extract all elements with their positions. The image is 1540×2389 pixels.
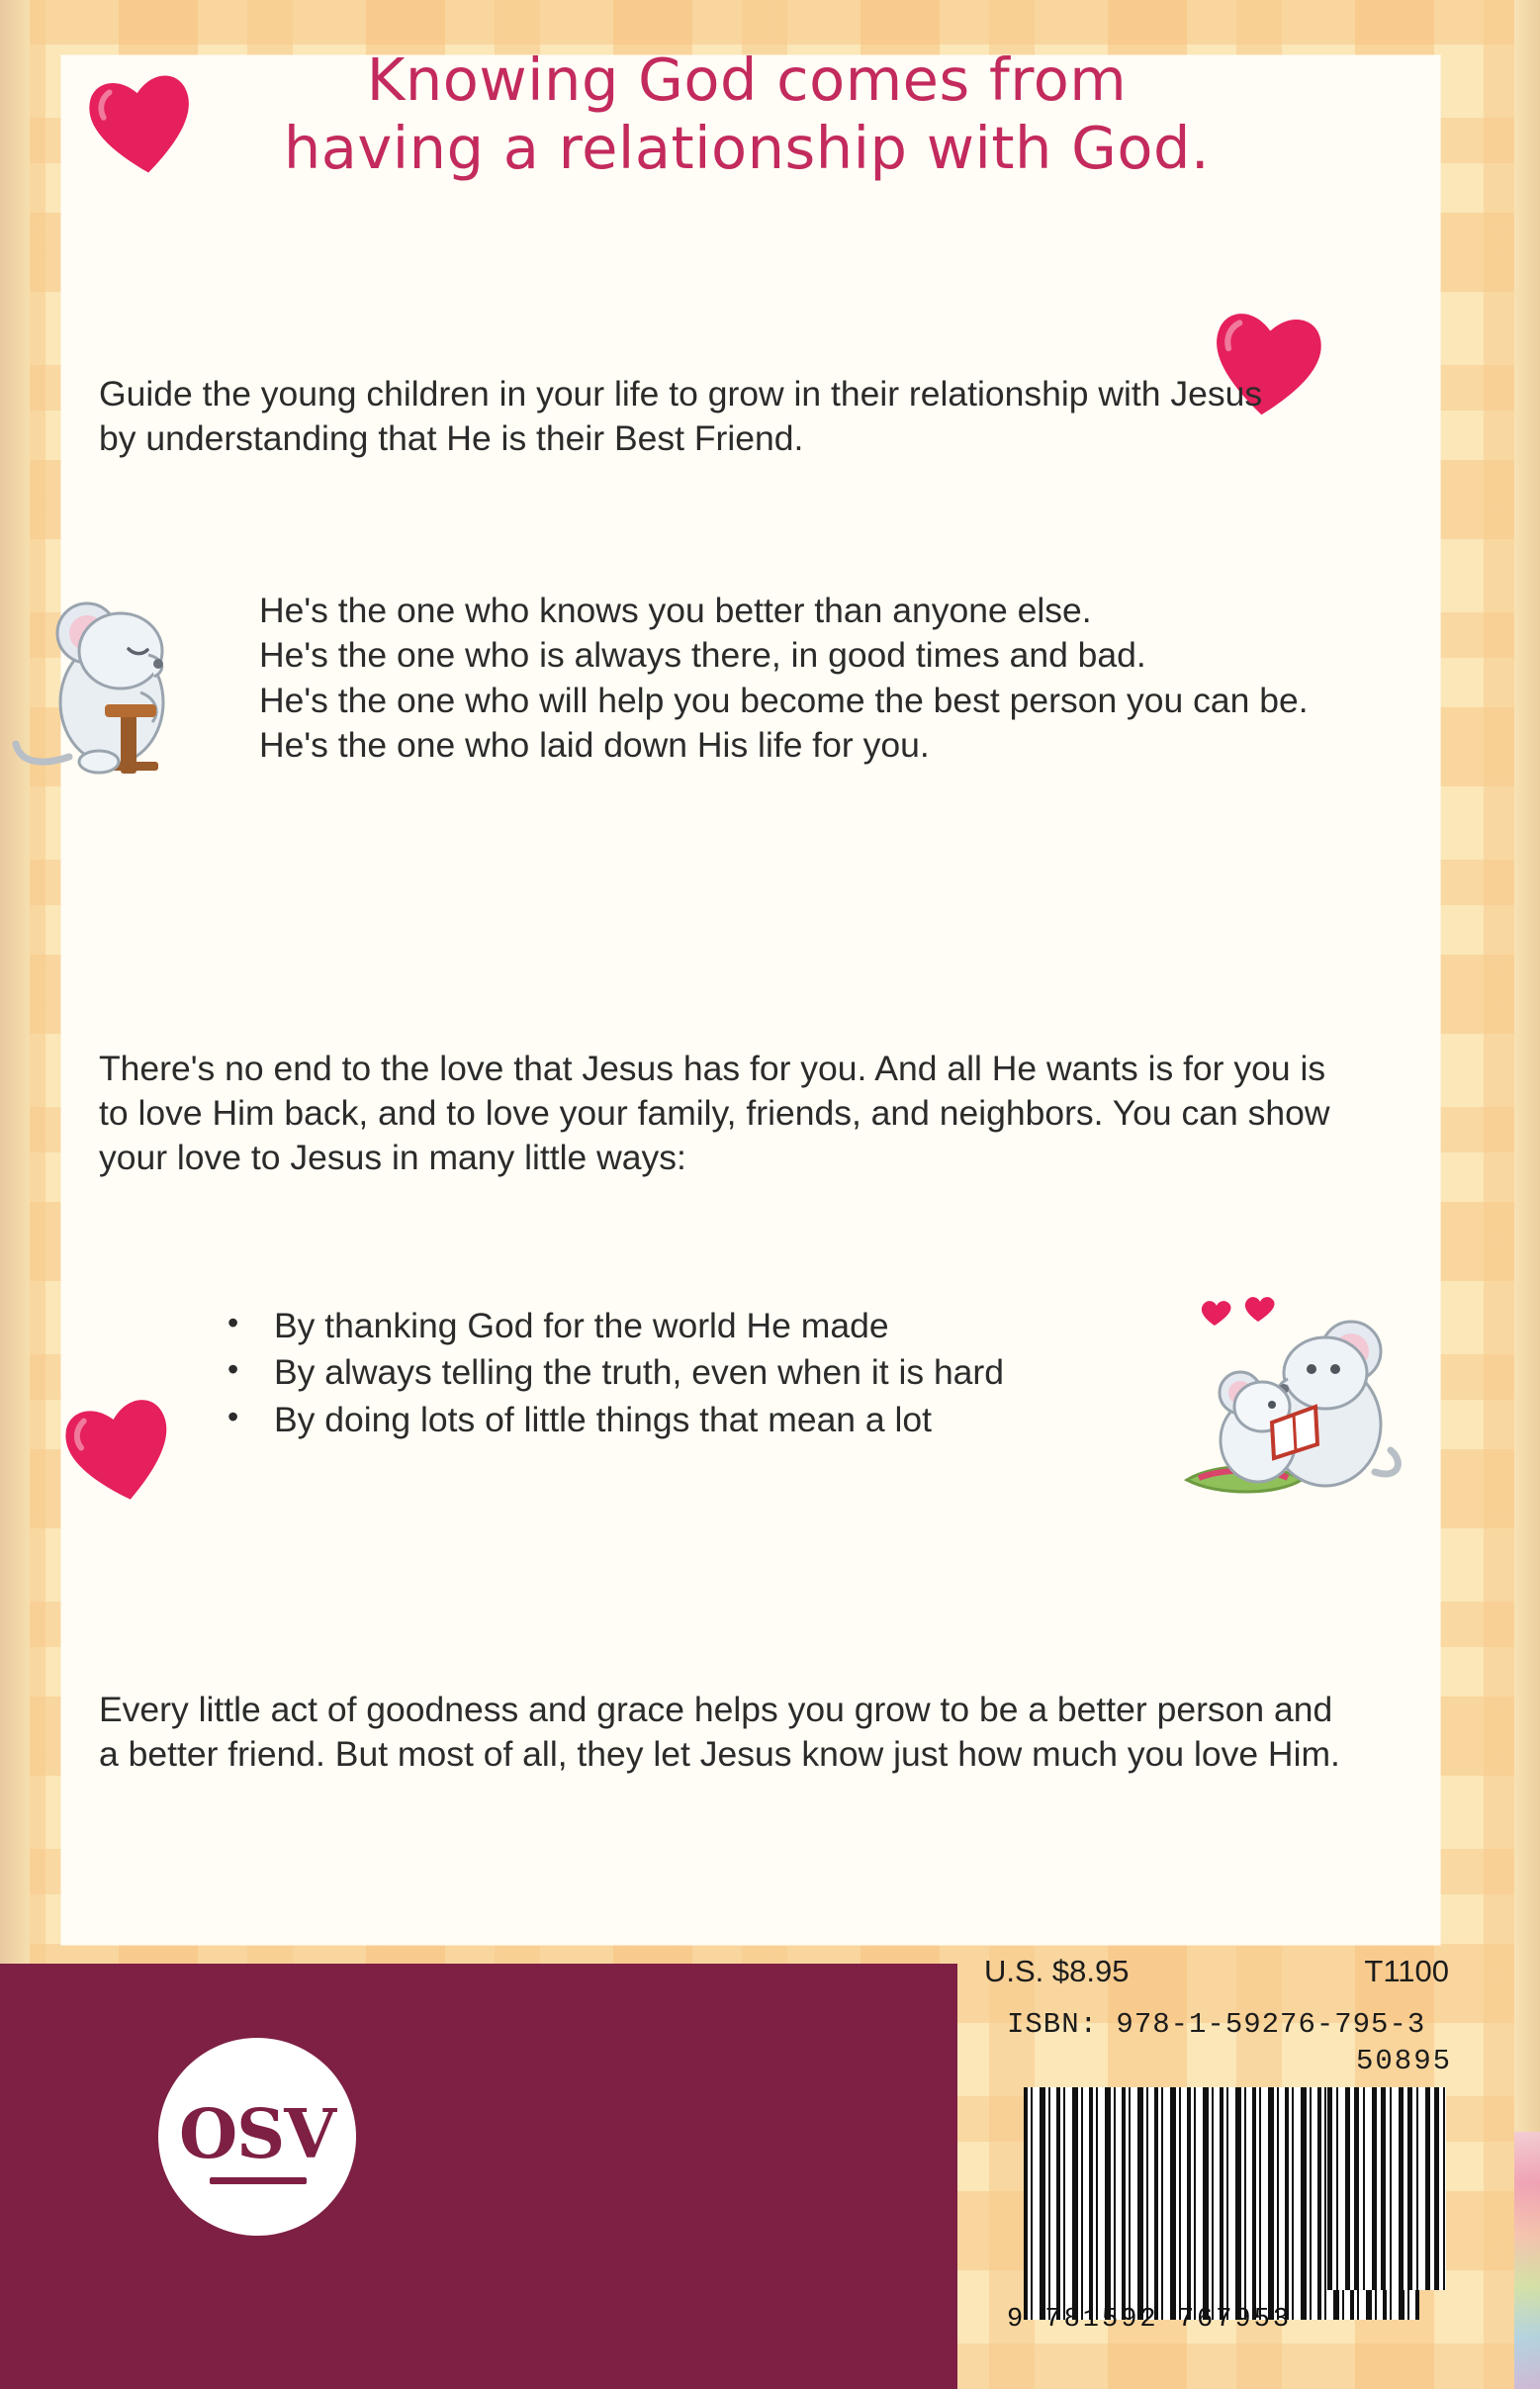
- list-item: [220, 1350, 1159, 1395]
- right-edge-strip: [1514, 0, 1540, 2389]
- footer-bar: [0, 1964, 957, 2389]
- attribute-text-3: He's the one who laid down His life for you.: [259, 725, 930, 766]
- list-item: [259, 633, 1377, 678]
- isbn-block: [1007, 2008, 1452, 2077]
- attributes-list: [259, 589, 1377, 769]
- publisher-logo-underline: [210, 2177, 307, 2184]
- way-text-1: By always telling the truth, even when it is hard: [274, 1352, 1004, 1393]
- list-item: [220, 1304, 1159, 1348]
- list-item: [259, 589, 1377, 633]
- mice-pair-icon: [1177, 1296, 1414, 1523]
- list-item: [220, 1398, 1159, 1442]
- page-title: [148, 46, 1345, 182]
- attribute-text-2: He's the one who will help you become the best person you can be.: [259, 680, 1309, 720]
- price-row: [984, 1954, 1449, 1989]
- way-text-0: By thanking God for the world He made: [274, 1306, 889, 1345]
- isbn-text: ISBN: 978-1-59276-795-3: [1007, 2008, 1426, 2041]
- list-item: [259, 723, 1377, 768]
- closing-paragraph: Every little act of goodness and grace helps you grow to be a better person and a better friend. But most of all, they let Jesus know just how much you love Him.: [99, 1689, 1340, 1774]
- headline-line-1: Knowing God comes from: [366, 46, 1128, 114]
- headline-line-2: having a relationship with God.: [283, 114, 1211, 183]
- mouse-reading-icon: [10, 564, 237, 801]
- way-text-2: By doing lots of little things that mean a lot: [274, 1399, 933, 1439]
- publisher-logo-text: OSV: [178, 2095, 336, 2174]
- price-label: U.S. $8.95: [984, 1954, 1130, 1988]
- love-paragraph: There's no end to the love that Jesus has for you. And all He wants is for you is to love Him back, and to love your family, friends, and neighbors. You can show your love to Jesus in many little ways:: [99, 1048, 1330, 1178]
- barcode-addon-number: 50895: [1355, 2045, 1452, 2077]
- attribute-text-0: He's the one who knows you better than anyone else.: [259, 591, 1092, 630]
- attribute-text-1: He's the one who is always there, in good times and bad.: [259, 635, 1146, 676]
- barcode-addon-icon: [1327, 2087, 1446, 2290]
- barcode-digits: 9 781592 767953: [1007, 2305, 1293, 2335]
- ways-list: [220, 1304, 1159, 1444]
- intro-paragraph: Guide the young children in your life to grow in their relationship with Jesus by understanding that He is their Best Friend.: [99, 373, 1263, 458]
- publisher-logo: [158, 2038, 356, 2236]
- list-item: [259, 679, 1377, 723]
- rainbow-edge-accent: [1514, 2132, 1540, 2389]
- item-code-label: T1100: [1364, 1954, 1449, 1988]
